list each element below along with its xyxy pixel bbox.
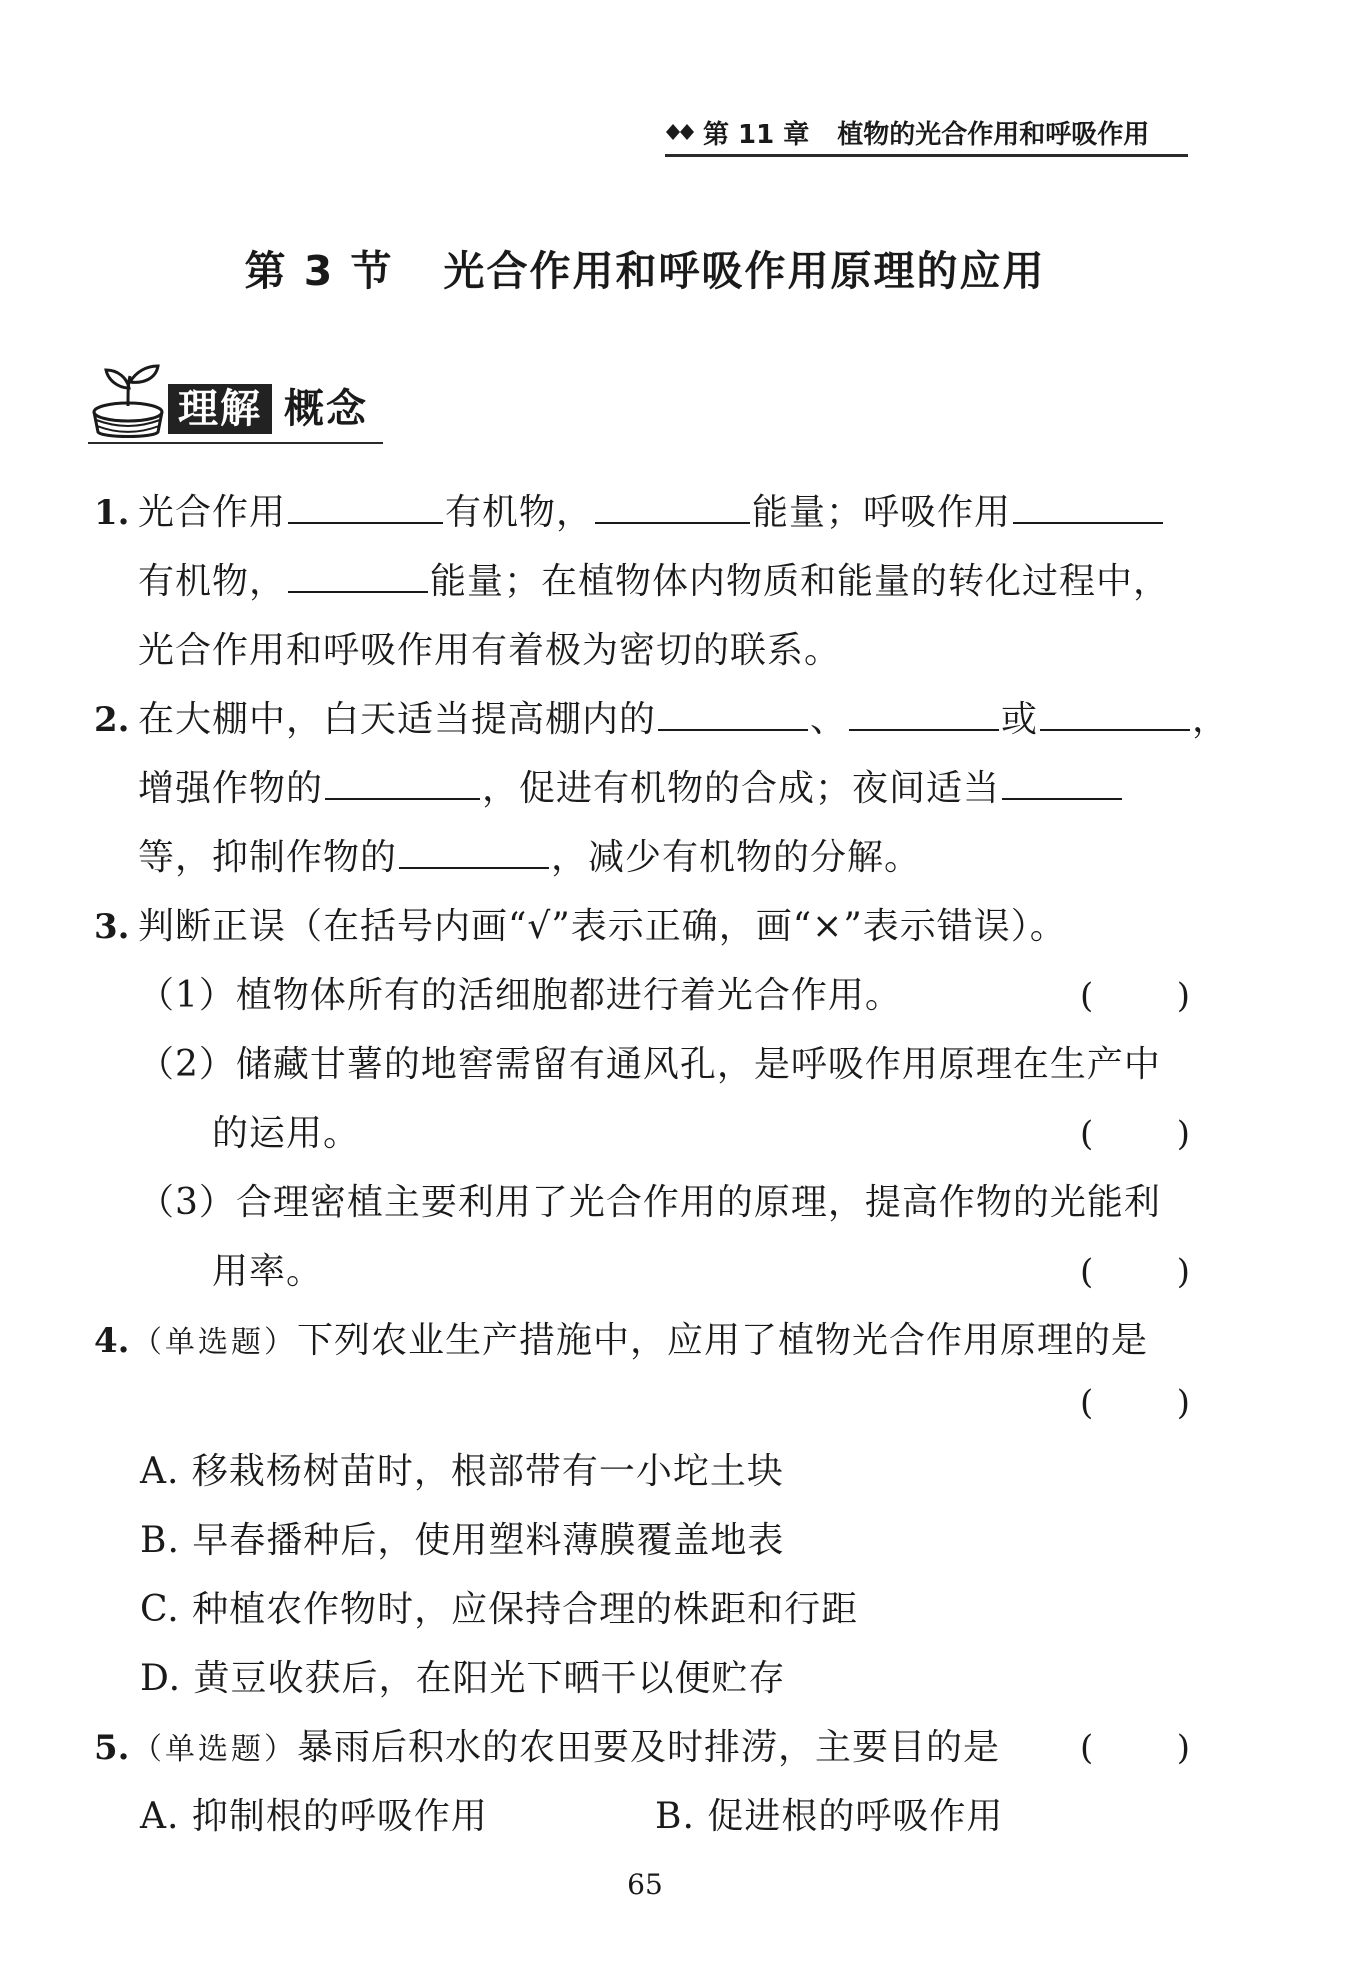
running-header [665, 110, 1188, 157]
q1-line-3: 光合作用和呼吸作用有着极为密切的联系。 [138, 630, 842, 671]
question-type-tag: （单选题） [132, 1732, 297, 1767]
q5-option-a[interactable]: A. 抑制根的呼吸作用 [140, 1796, 488, 1837]
section-title [0, 238, 1290, 297]
q3-number: 3. [94, 907, 130, 947]
q1-line-1: 光合作用 有机物， 能量；呼吸作用 [138, 490, 1165, 536]
q4-number: 4. [94, 1321, 130, 1361]
answer-blank[interactable] [1040, 699, 1190, 731]
q2-line-2: 增强作物的 ，促进有机物的合成；夜间适当 [138, 766, 1124, 812]
answer-blank[interactable] [288, 492, 443, 524]
q2-number: 2. [94, 700, 130, 740]
page-number: 65 [627, 1868, 663, 1901]
q1-line-2: 有机物， 能量；在植物体内物质和能量的转化过程中， [138, 561, 1171, 602]
chapter-title: 植物的光合作用和呼吸作用 [837, 119, 1150, 150]
answer-bracket[interactable]: ( ) [1080, 1383, 1190, 1423]
banner-underline [88, 442, 383, 444]
q4-option-d[interactable]: D. 黄豆收获后，在阳光下晒干以便贮存 [140, 1658, 786, 1699]
section-number: 第 3 节 [244, 247, 394, 295]
answer-bracket[interactable]: ( ) [1080, 1114, 1190, 1154]
answer-blank[interactable] [595, 492, 750, 524]
question-type-tag: （单选题） [132, 1325, 297, 1360]
answer-bracket[interactable]: ( ) [1080, 976, 1190, 1016]
answer-blank[interactable] [325, 768, 480, 800]
q4-stem: （单选题）下列农业生产措施中，应用了植物光合作用原理的是 [132, 1320, 1149, 1361]
q3-item-1: （1）植物体所有的活细胞都进行着光合作用。 [138, 975, 902, 1016]
q1-number: 1. [94, 493, 130, 533]
banner-text: 概念 [284, 386, 368, 432]
q3-item-2: （2）储藏甘薯的地窖需留有通风孔，是呼吸作用原理在生产中 [138, 1044, 1161, 1085]
chapter-number: 第 11 章 [703, 119, 810, 150]
q2-line-3: 等，抑制作物的 ，减少有机物的分解。 [138, 837, 922, 878]
q4-option-c[interactable]: C. 种植农作物时，应保持合理的株距和行距 [140, 1589, 859, 1630]
answer-blank[interactable] [658, 699, 808, 731]
concept-banner [88, 362, 383, 450]
answer-bracket[interactable]: ( ) [1080, 1252, 1190, 1292]
q5-option-b[interactable]: B. 促进根的呼吸作用 [655, 1796, 1004, 1837]
q4-option-a[interactable]: A. 移栽杨树苗时，根部带有一小坨土块 [140, 1451, 784, 1492]
sprout-pot-icon [88, 362, 168, 444]
double-diamond-icon [665, 123, 697, 141]
q4-option-b[interactable]: B. 早春播种后，使用塑料薄膜覆盖地表 [140, 1520, 785, 1561]
answer-blank[interactable] [288, 561, 428, 593]
banner-highlight: 理解 [168, 384, 272, 434]
q2-line-1: 在大棚中，白天适当提高棚内的 、 或 ， [138, 699, 1230, 740]
answer-blank[interactable] [849, 699, 999, 731]
answer-bracket[interactable]: ( ) [1080, 1728, 1190, 1768]
q3-item-3: （3）合理密植主要利用了光合作用的原理，提高作物的光能利 [138, 1182, 1161, 1223]
section-name: 光合作用和呼吸作用原理的应用 [443, 247, 1046, 295]
q3-item-2-cont: 的运用。 [212, 1113, 361, 1154]
q5-stem: （单选题）暴雨后积水的农田要及时排涝，主要目的是 [132, 1727, 1001, 1768]
answer-blank[interactable] [399, 837, 549, 869]
q5-number: 5. [94, 1728, 130, 1768]
answer-blank[interactable] [1002, 768, 1122, 800]
q3-stem: 判断正误（在括号内画“√”表示正确，画“×”表示错误）。 [138, 906, 1067, 947]
q3-item-3-cont: 用率。 [212, 1251, 324, 1292]
answer-blank[interactable] [1013, 492, 1163, 524]
